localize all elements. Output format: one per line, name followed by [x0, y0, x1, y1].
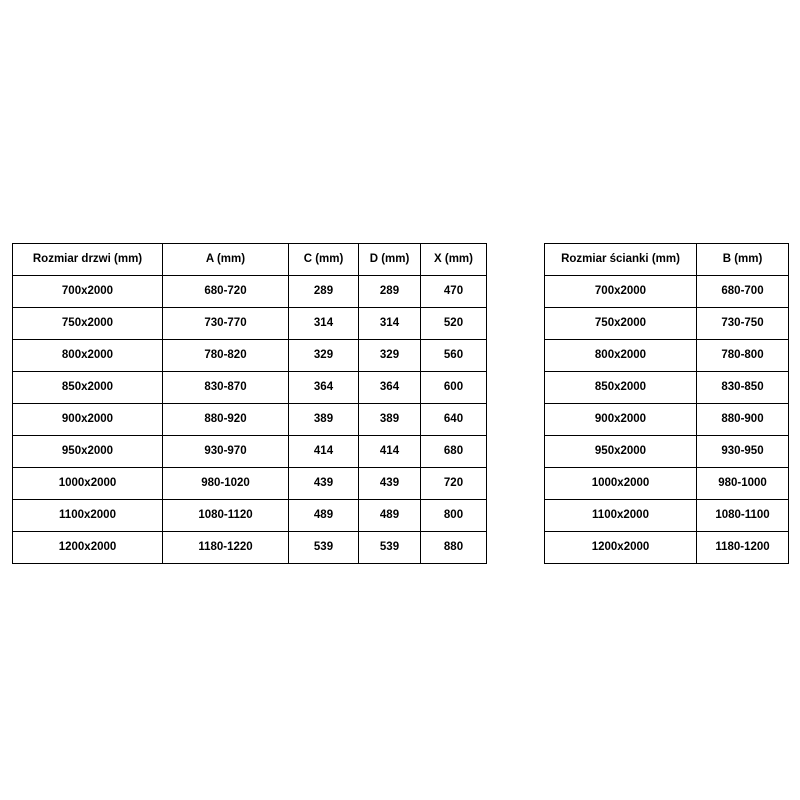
table-row — [545, 340, 789, 372]
cell-b: 830-850 — [697, 372, 789, 404]
cell-x: 600 — [421, 372, 487, 404]
table-row — [13, 372, 487, 404]
cell-d: 314 — [359, 308, 421, 340]
cell-door-size: 900x2000 — [13, 404, 163, 436]
cell-b: 980-1000 — [697, 468, 789, 500]
door-sizes-table-wrapper — [12, 243, 486, 564]
column-header-x: X (mm) — [421, 244, 487, 276]
cell-x: 560 — [421, 340, 487, 372]
cell-d: 289 — [359, 276, 421, 308]
table-row — [13, 276, 487, 308]
cell-door-size: 950x2000 — [13, 436, 163, 468]
cell-x: 680 — [421, 436, 487, 468]
table-row — [545, 532, 789, 564]
cell-c: 314 — [289, 308, 359, 340]
cell-c: 289 — [289, 276, 359, 308]
cell-wall-size: 750x2000 — [545, 308, 697, 340]
cell-a: 930-970 — [163, 436, 289, 468]
table-row — [545, 404, 789, 436]
cell-x: 800 — [421, 500, 487, 532]
cell-wall-size: 1200x2000 — [545, 532, 697, 564]
table-row — [545, 276, 789, 308]
table-row — [545, 436, 789, 468]
column-header-d: D (mm) — [359, 244, 421, 276]
cell-x: 520 — [421, 308, 487, 340]
cell-a: 780-820 — [163, 340, 289, 372]
column-header-a: A (mm) — [163, 244, 289, 276]
cell-b: 1180-1200 — [697, 532, 789, 564]
cell-wall-size: 850x2000 — [545, 372, 697, 404]
cell-a: 980-1020 — [163, 468, 289, 500]
table-row — [13, 308, 487, 340]
cell-c: 539 — [289, 532, 359, 564]
cell-c: 329 — [289, 340, 359, 372]
cell-a: 880-920 — [163, 404, 289, 436]
column-header-b: B (mm) — [697, 244, 789, 276]
cell-a: 680-720 — [163, 276, 289, 308]
cell-b: 680-700 — [697, 276, 789, 308]
cell-wall-size: 900x2000 — [545, 404, 697, 436]
cell-c: 389 — [289, 404, 359, 436]
cell-a: 730-770 — [163, 308, 289, 340]
cell-door-size: 1200x2000 — [13, 532, 163, 564]
cell-d: 439 — [359, 468, 421, 500]
cell-door-size: 850x2000 — [13, 372, 163, 404]
table-row — [13, 468, 487, 500]
table-header-row — [545, 244, 789, 276]
cell-c: 364 — [289, 372, 359, 404]
cell-b: 880-900 — [697, 404, 789, 436]
cell-door-size: 700x2000 — [13, 276, 163, 308]
cell-c: 489 — [289, 500, 359, 532]
cell-b: 730-750 — [697, 308, 789, 340]
cell-door-size: 750x2000 — [13, 308, 163, 340]
cell-c: 439 — [289, 468, 359, 500]
table-row — [545, 308, 789, 340]
cell-door-size: 1100x2000 — [13, 500, 163, 532]
cell-wall-size: 1000x2000 — [545, 468, 697, 500]
cell-b: 930-950 — [697, 436, 789, 468]
wall-sizes-table — [544, 243, 789, 564]
cell-c: 414 — [289, 436, 359, 468]
door-sizes-table — [12, 243, 487, 564]
tables-container — [12, 243, 788, 564]
cell-wall-size: 1100x2000 — [545, 500, 697, 532]
table-row — [13, 500, 487, 532]
column-header-door-size: Rozmiar drzwi (mm) — [13, 244, 163, 276]
cell-a: 1180-1220 — [163, 532, 289, 564]
table-row — [13, 404, 487, 436]
table-row — [13, 532, 487, 564]
cell-wall-size: 700x2000 — [545, 276, 697, 308]
cell-a: 830-870 — [163, 372, 289, 404]
cell-wall-size: 800x2000 — [545, 340, 697, 372]
wall-sizes-table-wrapper — [544, 243, 788, 564]
cell-d: 539 — [359, 532, 421, 564]
cell-door-size: 1000x2000 — [13, 468, 163, 500]
cell-d: 414 — [359, 436, 421, 468]
tables-gap — [486, 243, 544, 244]
cell-x: 470 — [421, 276, 487, 308]
cell-x: 640 — [421, 404, 487, 436]
cell-d: 489 — [359, 500, 421, 532]
cell-door-size: 800x2000 — [13, 340, 163, 372]
column-header-wall-size: Rozmiar ścianki (mm) — [545, 244, 697, 276]
cell-b: 780-800 — [697, 340, 789, 372]
cell-x: 880 — [421, 532, 487, 564]
table-row — [545, 468, 789, 500]
cell-d: 364 — [359, 372, 421, 404]
table-row — [13, 436, 487, 468]
table-row — [13, 340, 487, 372]
cell-d: 389 — [359, 404, 421, 436]
cell-x: 720 — [421, 468, 487, 500]
cell-a: 1080-1120 — [163, 500, 289, 532]
cell-d: 329 — [359, 340, 421, 372]
cell-b: 1080-1100 — [697, 500, 789, 532]
column-header-c: C (mm) — [289, 244, 359, 276]
table-header-row — [13, 244, 487, 276]
table-row — [545, 372, 789, 404]
table-row — [545, 500, 789, 532]
cell-wall-size: 950x2000 — [545, 436, 697, 468]
